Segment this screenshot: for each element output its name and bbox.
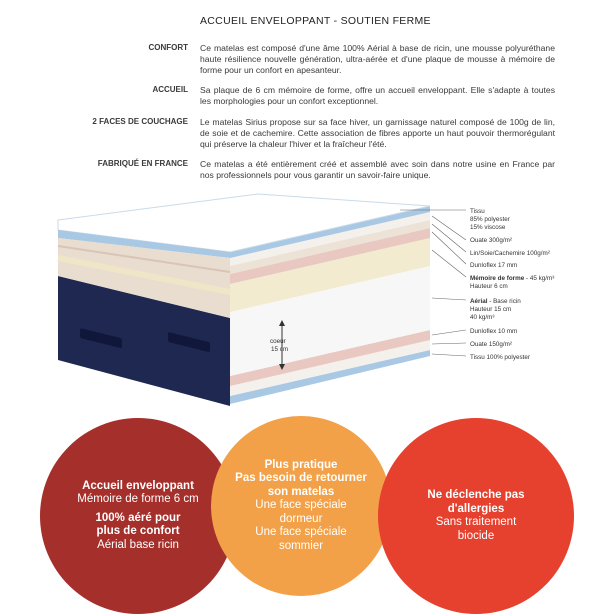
- benefit-line: plus de confort: [96, 525, 180, 538]
- layer-label-bold: Aérial: [470, 298, 488, 305]
- benefit-line: Mémoire de forme 6 cm: [77, 493, 199, 506]
- spec-label: CONFORT: [148, 43, 188, 52]
- layer-label-detail: - Base ricin: [487, 298, 521, 305]
- spec-label: 2 FACES DE COUCHAGE: [92, 117, 188, 126]
- benefit-line: Sans traitement: [435, 516, 517, 528]
- layer-label: Hauteur 15 cm: [470, 306, 512, 313]
- benefit-line: Plus pratique: [264, 458, 338, 471]
- layer-label: Ouate 300g/m²: [470, 237, 513, 244]
- layer-label: 85% polyester: [470, 216, 510, 223]
- benefit-line: biocide: [457, 529, 495, 542]
- benefit-circle-allergies: [378, 418, 574, 614]
- layer-label: Ouate 150g/m²: [470, 341, 513, 348]
- spec-text: Ce matelas a été entièrement créé et assemblé avec soin dans notre usine en France par nos professionnels pour vous garantir un savoir-faire unique.: [200, 159, 555, 180]
- benefit-line: Ne déclenche pas: [427, 489, 525, 501]
- benefit-line: dormeur: [279, 512, 323, 525]
- benefit-line: Aérial base ricin: [97, 538, 179, 551]
- layer-label: 40 kg/m³: [470, 314, 495, 321]
- benefit-line: son matelas: [267, 485, 335, 498]
- layer-label: Tissu: [470, 208, 485, 215]
- layer-label: Hauteur 6 cm: [470, 283, 508, 290]
- spec-text: Sa plaque de 6 cm mémoire de forme, offre un accueil enveloppant. Elle s'adapte à toutes les morphologies pour un confort exceptionnel.: [200, 85, 555, 106]
- benefit-circle-accueil: [40, 418, 236, 614]
- spec-text: Le matelas Sirius propose sur sa face hiver, un garnissage naturel composé de 100g de lin, de soie et de cachemire. Cette association de fibres apporte un haut pouvoir thermorégulant qui préserve la chaleur l'hiver et la fraîcheur l'été.: [200, 117, 555, 149]
- benefit-line: Une face spéciale: [255, 526, 347, 539]
- benefit-line: d'allergies: [447, 502, 505, 515]
- core-height-label: 15 cm: [271, 346, 289, 353]
- mattress-diagram: [0, 180, 600, 420]
- benefit-line: Accueil enveloppant: [82, 479, 194, 492]
- page-title: ACCUEIL ENVELOPPANT - SOUTIEN FERME: [200, 15, 431, 27]
- layer-label-bold: Mémoire de forme: [470, 275, 525, 282]
- layer-label: Dunloflex 17 mm: [470, 262, 518, 269]
- layer-label: Dunloflex 10 mm: [470, 328, 518, 335]
- core-label: coeur: [270, 338, 286, 345]
- layer-label: [470, 275, 554, 282]
- spec-label: ACCUEIL: [152, 85, 188, 94]
- layer-label: Tissu 100% polyester: [470, 354, 530, 361]
- spec-label: FABRIQUÉ EN FRANCE: [97, 159, 188, 168]
- layer-label-detail: - 45 kg/m³: [524, 275, 555, 282]
- benefit-line: sommier: [278, 539, 324, 552]
- layer-label: [470, 298, 521, 305]
- benefit-circle-pratique: [211, 416, 391, 596]
- spec-text: Ce matelas est composé d'une âme 100% Aérial à base de ricin, une mousse polyuréthane haute résilience nouvelle génération, ultra-aérée et d'une plaque de mousse à mémoire de forme pour un confort en apesanteur.: [200, 43, 555, 75]
- benefit-line: 100% aéré pour: [95, 511, 181, 524]
- benefit-line: Une face spéciale: [255, 499, 347, 512]
- layer-label: 15% viscose: [470, 224, 506, 231]
- benefit-line: Pas besoin de retourner: [235, 472, 367, 485]
- layer-label: Lin/Soie/Cachemire 100g/m²: [470, 250, 550, 257]
